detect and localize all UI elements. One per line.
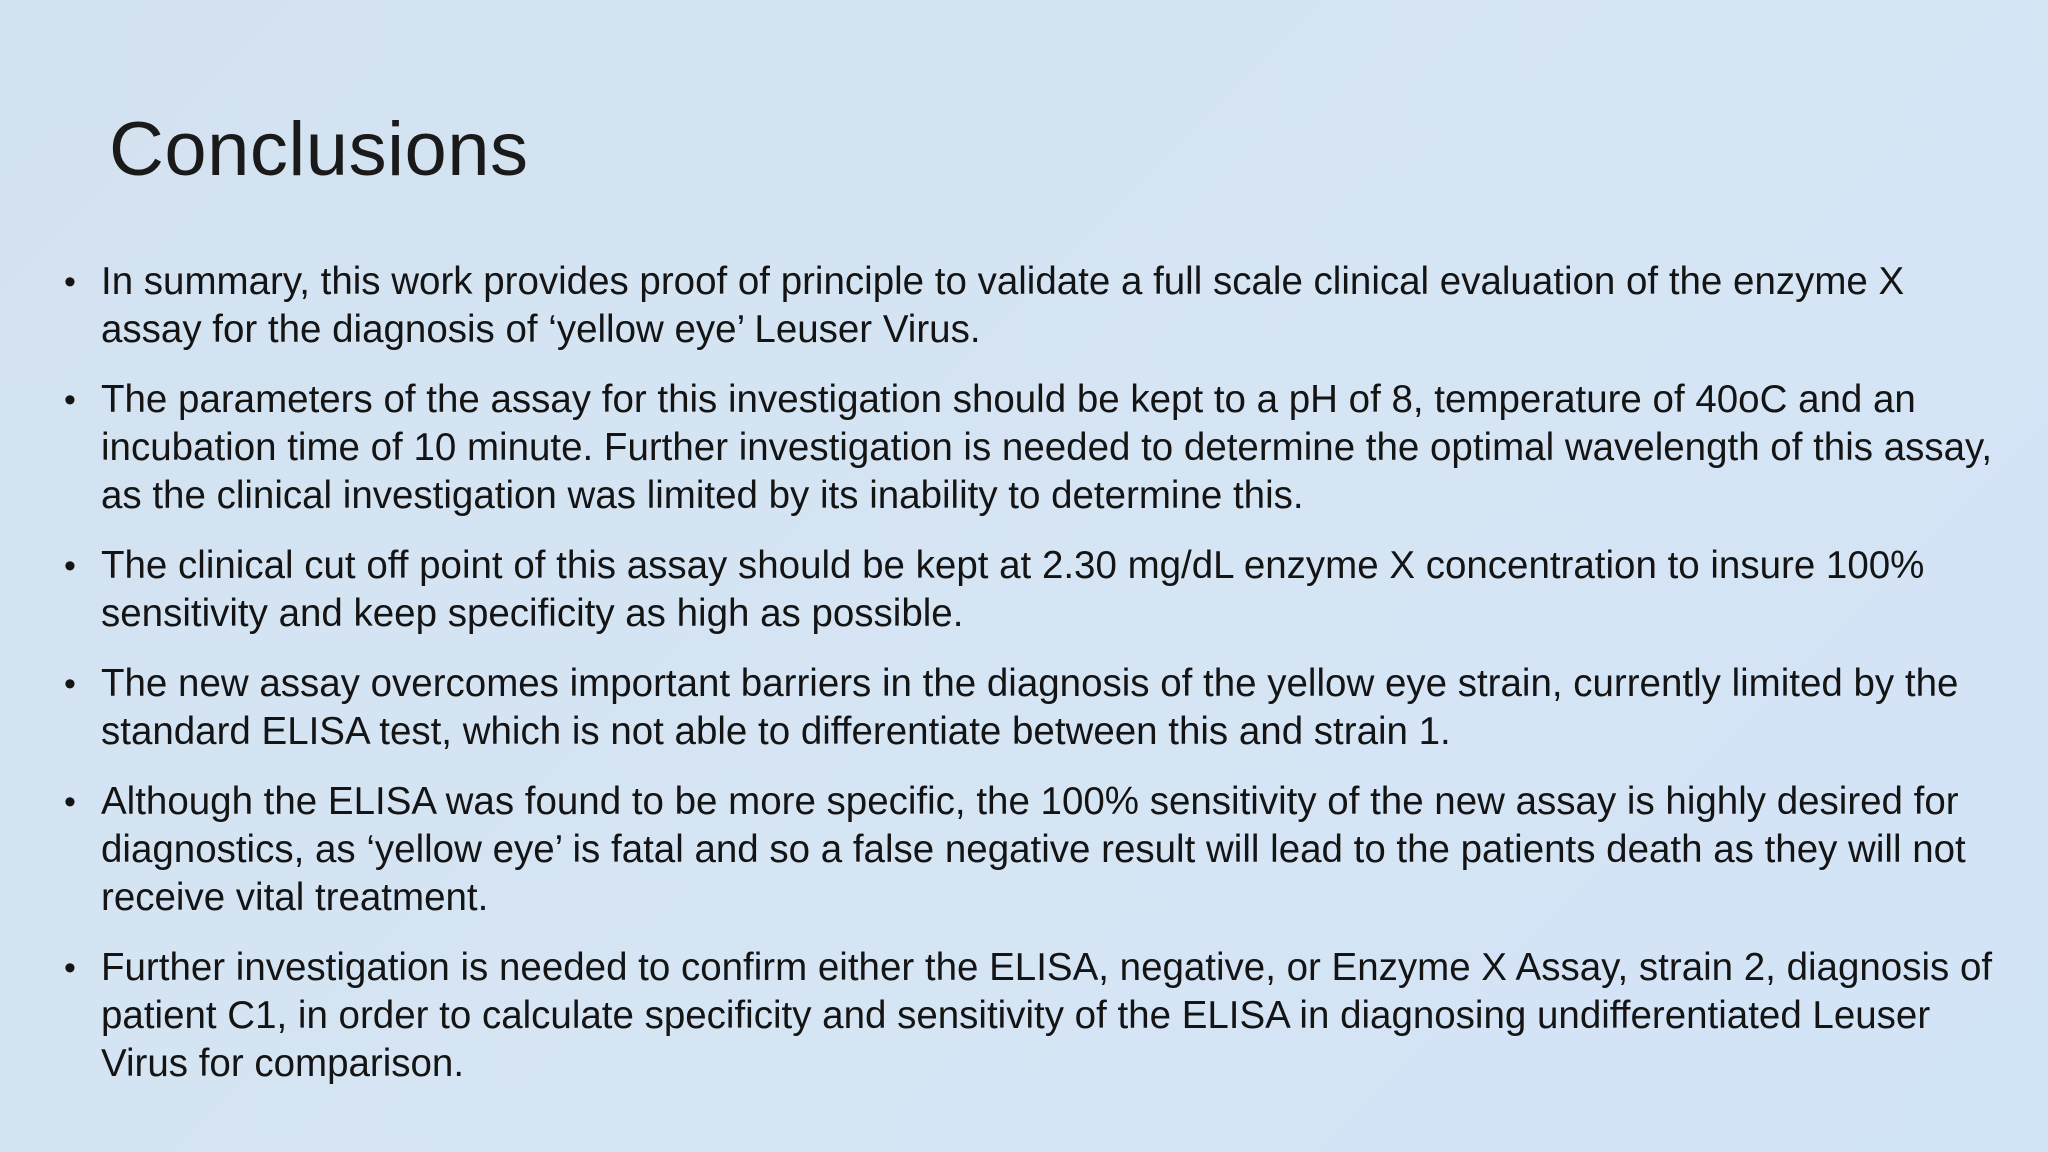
bullet-icon: •	[64, 547, 76, 585]
bullet-item	[58, 944, 2008, 1088]
bullet-text: Although the ELISA was found to be more specific, the 100% sensitivity of the new assay is highly desired for diagnostics, as ‘yellow eye’ is fatal and so a false negative result will lead to the patients death as they will not receive vital treatment.	[101, 780, 1966, 919]
bullet-text: The parameters of the assay for this investigation should be kept to a pH of 8, temperature of 40oC and an incubation time of 10 minute. Further investigation is needed to determine the optimal wavelength of this assay, as the clinical investigation was limited by its inability to determine this.	[101, 378, 1993, 517]
bullet-list	[58, 258, 2008, 1110]
bullet-item	[58, 778, 2008, 922]
bullet-icon: •	[64, 381, 76, 419]
bullet-item	[58, 660, 2008, 756]
bullet-icon: •	[64, 665, 76, 703]
bullet-item	[58, 376, 2008, 520]
bullet-text: Further investigation is needed to confirm either the ELISA, negative, or Enzyme X Assay, strain 2, diagnosis of patient C1, in order to calculate specificity and sensitivity of the ELISA in diagnosing undifferentiated Leuser Virus for comparison.	[101, 946, 1993, 1085]
bullet-icon: •	[64, 783, 76, 821]
bullet-item	[58, 542, 2008, 638]
bullet-icon: •	[64, 949, 76, 987]
bullet-icon: •	[64, 263, 76, 301]
bullet-text: The clinical cut off point of this assay should be kept at 2.30 mg/dL enzyme X concentration to insure 100% sensitivity and keep specificity as high as possible.	[101, 544, 1925, 635]
bullet-text: The new assay overcomes important barriers in the diagnosis of the yellow eye strain, currently limited by the standard ELISA test, which is not able to differentiate between this and strain 1.	[101, 662, 1959, 753]
slide-title: Conclusions	[109, 107, 529, 192]
bullet-text: In summary, this work provides proof of principle to validate a full scale clinical evaluation of the enzyme X assay for the diagnosis of ‘yellow eye’ Leuser Virus.	[101, 260, 1905, 351]
bullet-item	[58, 258, 2008, 354]
